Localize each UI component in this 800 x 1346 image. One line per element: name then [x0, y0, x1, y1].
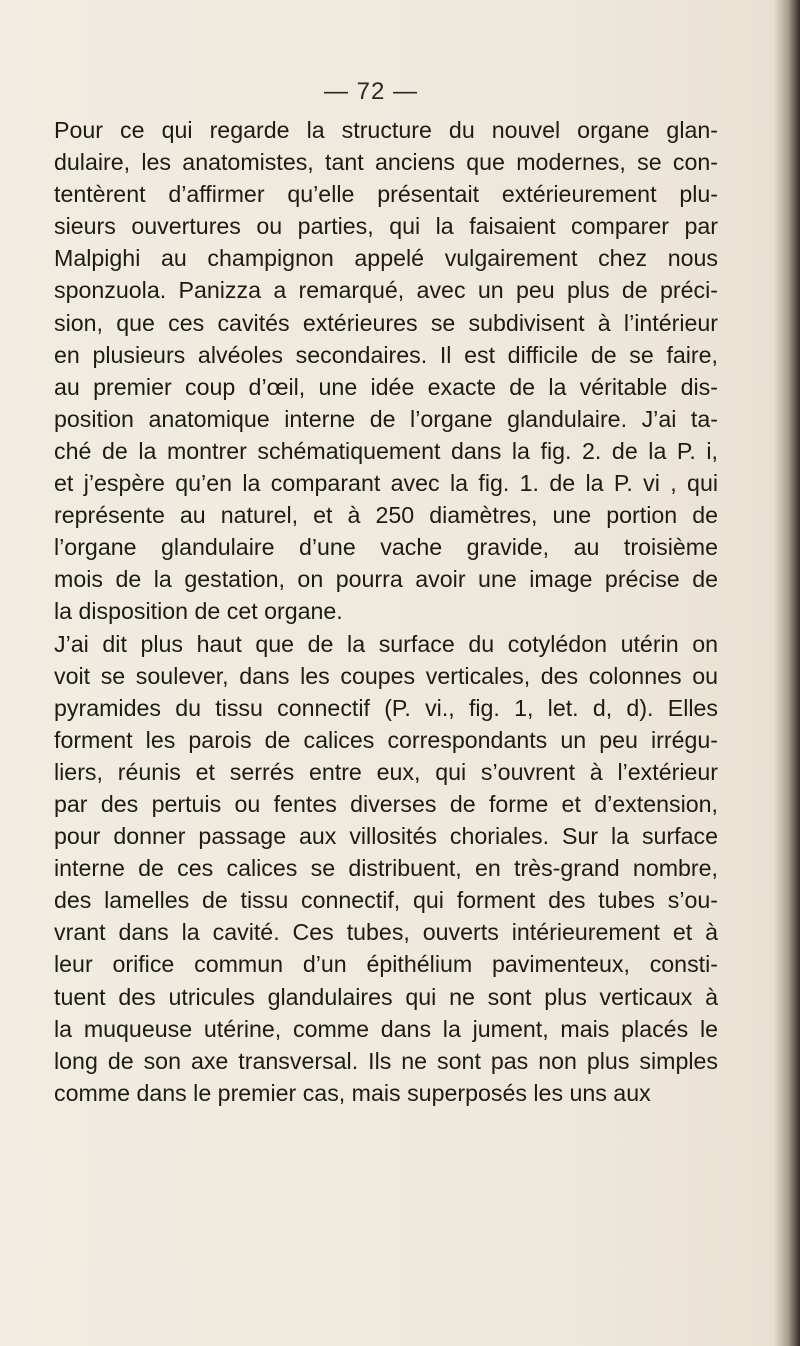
text-line: voit se soulever, dans les coupes verticales, des colonnes ou — [54, 662, 718, 689]
text-line: liers, réunis et serrés entre eux, qui s’ouvrent à l’extérieur — [54, 758, 718, 785]
text-line: ché de la montrer schématiquement dans la fig. 2. de la P. i, — [54, 437, 718, 464]
page-number: — 72 — — [323, 78, 419, 105]
text-line: sion, que ces cavités extérieures se subdivisent à l’intérieur — [54, 309, 718, 336]
text-line: sieurs ouvertures ou parties, qui la faisaient comparer par — [54, 213, 718, 240]
text-line: long de son axe transversal. Ils ne sont pas non plus simples — [54, 1047, 718, 1074]
text-line: l’organe glandulaire d’une vache gravide, au troisième — [54, 534, 718, 561]
text-line: Malpighi au champignon appelé vulgairement chez nous — [54, 245, 718, 272]
text-line: pyramides du tissu connectif (P. vi., fig. 1, let. d, d). Elles — [54, 694, 718, 721]
text-line: la muqueuse utérine, comme dans la jument, mais placés le — [54, 1015, 718, 1042]
text-line: des lamelles de tissu connectif, qui forment des tubes s’ou- — [54, 887, 718, 914]
text-line: mois de la gestation, on pourra avoir une image précise de — [54, 566, 718, 593]
text-line: tentèrent d’affirmer qu’elle présentait extérieurement plu- — [54, 181, 718, 208]
text-line: en plusieurs alvéoles secondaires. Il est difficile de se faire, — [54, 341, 718, 368]
text-line: position anatomique interne de l’organe glandulaire. J’ai ta- — [54, 405, 718, 432]
text-line: tuent des utricules glandulaires qui ne sont plus verticaux à — [54, 983, 718, 1010]
text-line: forment les parois de calices correspondants un peu irrégu- — [54, 726, 718, 753]
text-line: comme dans le premier cas, mais superposés les uns aux — [54, 1079, 651, 1106]
page-binding-shadow — [774, 0, 800, 1346]
text-line: leur orifice commun d’un épithélium pavimenteux, consti- — [54, 951, 718, 978]
text-line: J’ai dit plus haut que de la surface du cotylédon utérin on — [54, 630, 718, 657]
body-text — [54, 114, 718, 1109]
text-line: sponzuola. Panizza a remarqué, avec un peu plus de préci- — [54, 277, 718, 304]
text-line: dulaire, les anatomistes, tant anciens que modernes, se con- — [54, 149, 718, 176]
text-line: au premier coup d’œil, une idée exacte de la véritable dis- — [54, 373, 718, 400]
text-line: par des pertuis ou fentes diverses de forme et d’extension, — [54, 790, 718, 817]
text-line: pour donner passage aux villosités choriales. Sur la surface — [54, 823, 718, 850]
text-line: et j’espère qu’en la comparant avec la fig. 1. de la P. vi , qui — [54, 470, 718, 497]
text-line: interne de ces calices se distribuent, en très-grand nombre, — [54, 855, 718, 882]
text-line: la disposition de cet organe. — [54, 598, 343, 625]
text-line: vrant dans la cavité. Ces tubes, ouverts intérieurement et à — [54, 919, 718, 946]
text-line: représente au naturel, et à 250 diamètres, une portion de — [54, 502, 718, 529]
text-line: Pour ce qui regarde la structure du nouvel organe glan- — [54, 117, 718, 143]
